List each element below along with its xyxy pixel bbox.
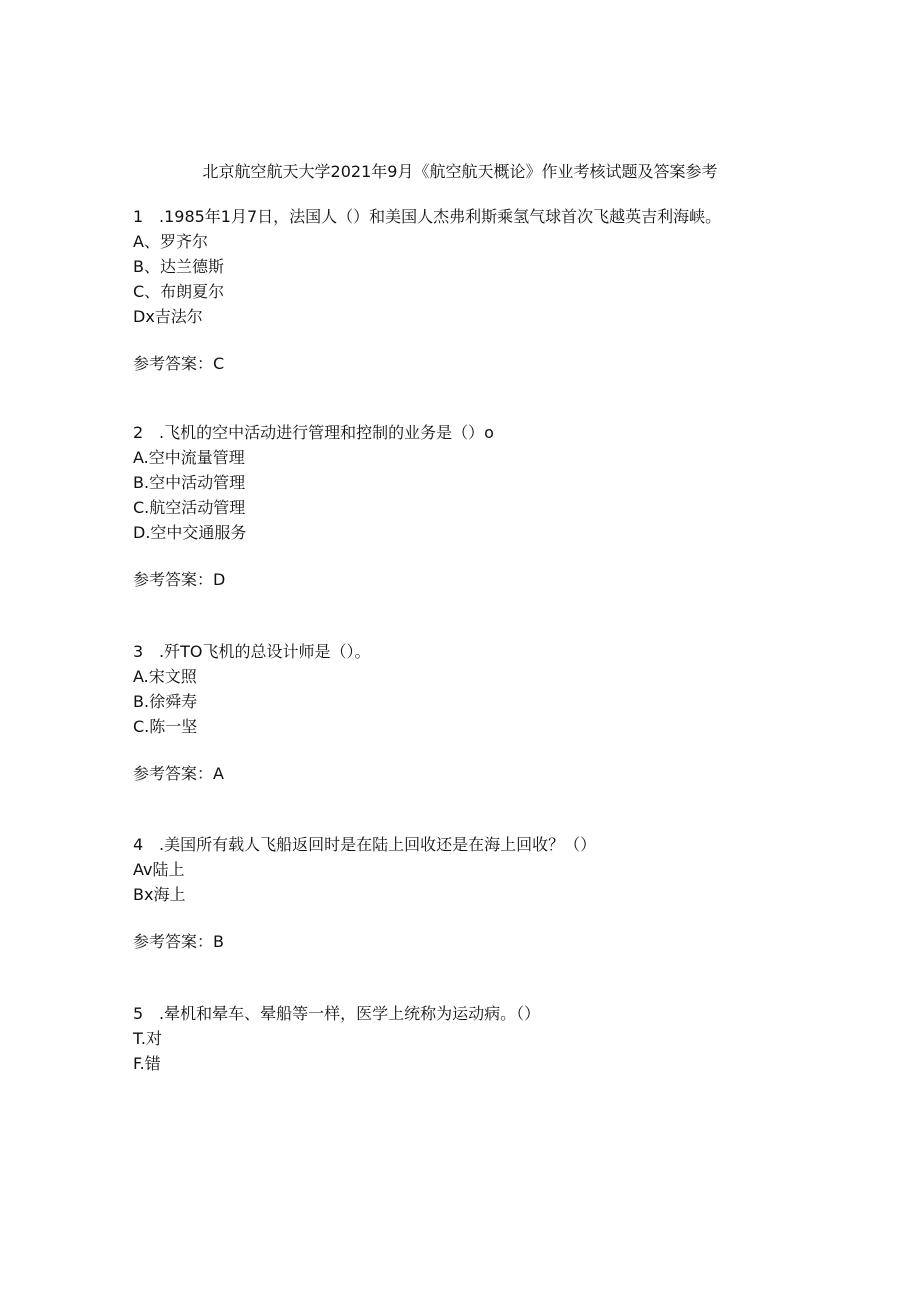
question-text: .歼TO飞机的总设计师是（）。: [159, 642, 371, 661]
option-a: A.宋文照: [133, 667, 197, 686]
question-text: .飞机的空中活动进行管理和控制的业务是（）o: [159, 423, 494, 442]
question-1: [133, 204, 833, 376]
reference-answer: 参考答案：C: [133, 354, 225, 373]
question-text: .1985年1月7日，法国人（）和美国人杰弗利斯乘氢气球首次飞越英吉利海峡。: [159, 207, 722, 226]
question-number: 1: [133, 207, 144, 226]
option-c: C、布朗夏尔: [133, 282, 225, 301]
option-a: A、罗齐尔: [133, 232, 208, 251]
question-stem: [133, 420, 833, 445]
reference-answer: 参考答案：D: [133, 570, 226, 589]
question-stem: [133, 204, 833, 229]
option-b: B.徐舜寿: [133, 692, 198, 711]
option-d: Dx吉法尔: [133, 307, 203, 326]
option-b: Bx海上: [133, 885, 186, 904]
question-stem: [133, 1001, 833, 1026]
option-c: C.陈一坚: [133, 717, 198, 736]
option-d: D.空中交通服务: [133, 523, 247, 542]
reference-answer: 参考答案：A: [133, 764, 224, 783]
question-4: [133, 832, 833, 954]
option-b: B.空中活动管理: [133, 473, 246, 492]
option-c: C.航空活动管理: [133, 498, 246, 517]
question-stem: [133, 639, 833, 664]
question-number: 3: [133, 642, 144, 661]
question-number: 5: [133, 1004, 144, 1023]
reference-answer: 参考答案：B: [133, 932, 224, 951]
question-text: .美国所有载人飞船返回时是在陆上回收还是在海上回收？（）: [159, 835, 597, 854]
question-text: .晕机和晕车、晕船等一样，医学上统称为运动病。（）: [159, 1004, 541, 1023]
option-true: T.对: [133, 1029, 162, 1048]
question-number: 2: [133, 423, 144, 442]
question-number: 4: [133, 835, 144, 854]
question-3: [133, 639, 833, 786]
option-false: F.错: [133, 1054, 161, 1073]
option-a: Av陆上: [133, 860, 185, 879]
question-5: [133, 1001, 833, 1076]
question-2: [133, 420, 833, 592]
document-title: 北京航空航天大学2021年9月《航空航天概论》作业考核试题及答案参考: [202, 162, 718, 181]
option-a: A.空中流量管理: [133, 448, 245, 467]
option-b: B、达兰德斯: [133, 257, 224, 276]
question-stem: [133, 832, 833, 857]
